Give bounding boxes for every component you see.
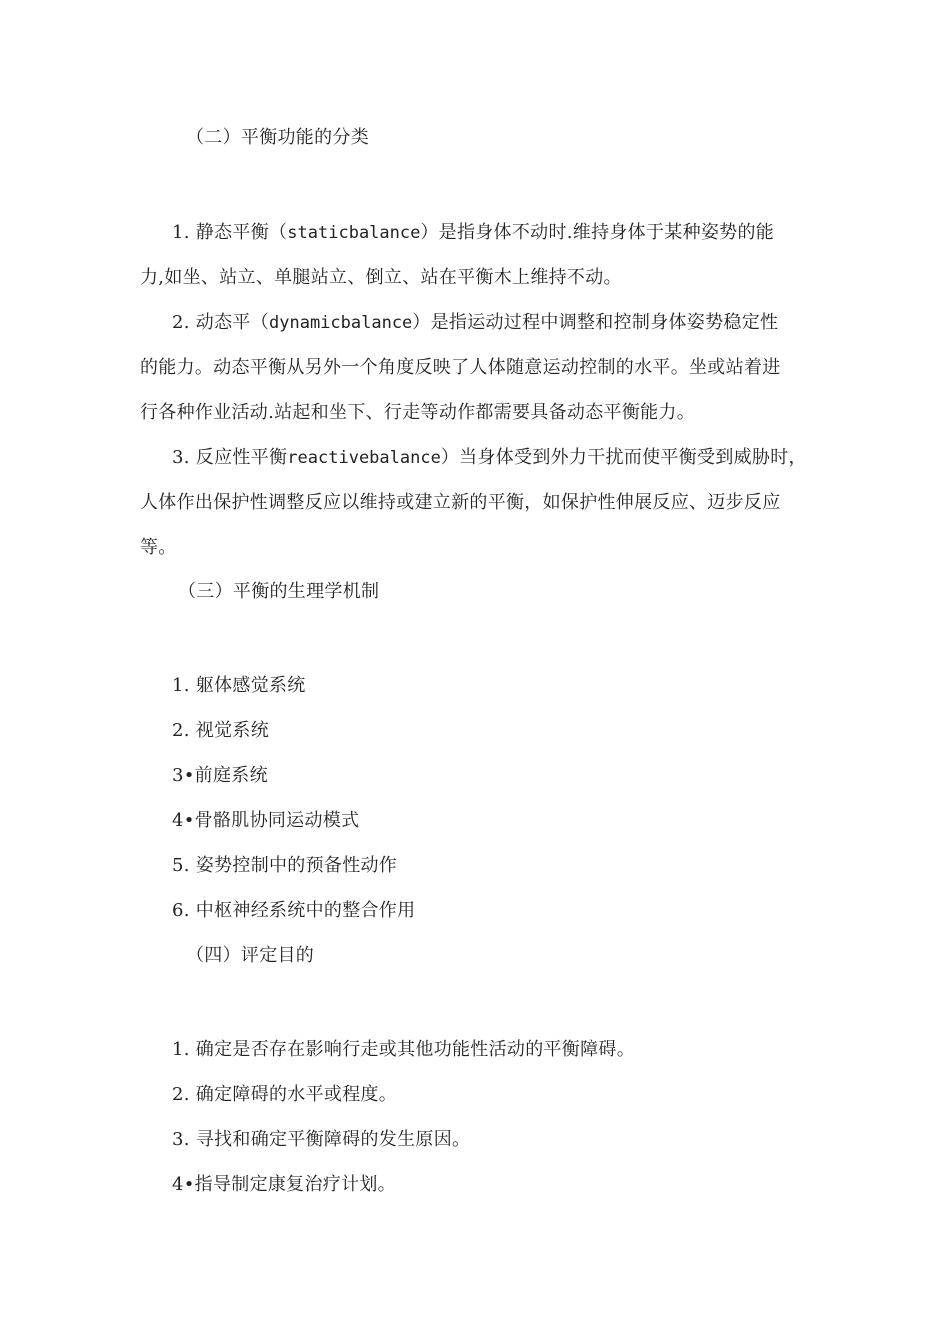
reactive-balance-prefix: 3. 反应性平衡 (172, 447, 288, 468)
list-item-mechanism-4: 4•骨骼肌协同运动模式 (172, 810, 360, 831)
list-item-purpose-3: 3. 寻找和确定平衡障碍的发生原因。 (172, 1129, 471, 1150)
list-item-purpose-1: 1. 确定是否存在影响行走或其他功能性活动的平衡障碍。 (172, 1039, 635, 1060)
list-item-mechanism-5: 5. 姿势控制中的预备性动作 (172, 855, 398, 876)
dynamic-balance-text: ）是指运动过程中调整和控制身体姿势稳定性 (412, 312, 779, 333)
reactive-balance-term: reactivebalance (287, 448, 441, 468)
static-balance-term: staticbalance (287, 223, 421, 243)
dynamic-balance-term: dynamicbalance (269, 313, 413, 333)
paragraph-reactive-balance-line2: 人体作出保护性调整反应以维持或建立新的平衡，如保护性伸展反应、迈步反应 (140, 492, 781, 513)
paragraph-static-balance-line2: 力,如坐、站立、单腿站立、倒立、站在平衡木上维持不动。 (140, 267, 622, 288)
list-item-mechanism-3: 3•前庭系统 (172, 765, 268, 786)
section-heading-purpose: （四）评定目的 (186, 945, 315, 966)
list-item-purpose-4: 4•指导制定康复治疗计划。 (172, 1174, 396, 1195)
list-item-mechanism-2: 2. 视觉系统 (172, 720, 269, 741)
paragraph-dynamic-balance-line3: 行各种作业活动.站起和坐下、行走等动作都需要具备动态平衡能力。 (140, 402, 696, 423)
static-balance-text: ）是指身体不动时.维持身体于某种姿势的能 (420, 222, 775, 243)
paragraph-dynamic-balance-line1 (172, 310, 778, 336)
static-balance-prefix: 1. 静态平衡（ (172, 222, 288, 243)
section-heading-classification: （二）平衡功能的分类 (186, 127, 369, 148)
section-heading-mechanism: （三）平衡的生理学机制 (178, 581, 380, 602)
dynamic-balance-prefix: 2. 动态平（ (172, 312, 269, 333)
list-item-mechanism-6: 6. 中枢神经系统中的整合作用 (172, 900, 416, 921)
paragraph-dynamic-balance-line2: 的能力。动态平衡从另外一个角度反映了人体随意运动控制的水平。坐或站着进 (140, 357, 781, 378)
list-item-purpose-2: 2. 确定障碍的水平或程度。 (172, 1084, 398, 1105)
list-item-mechanism-1: 1. 躯体感觉系统 (172, 675, 306, 696)
paragraph-static-balance-line1 (172, 220, 774, 246)
reactive-balance-text: ）当身体受到外力干扰而使平衡受到威胁时， (440, 447, 807, 468)
paragraph-reactive-balance-line1 (172, 445, 807, 471)
paragraph-reactive-balance-line3: 等。 (140, 537, 177, 558)
